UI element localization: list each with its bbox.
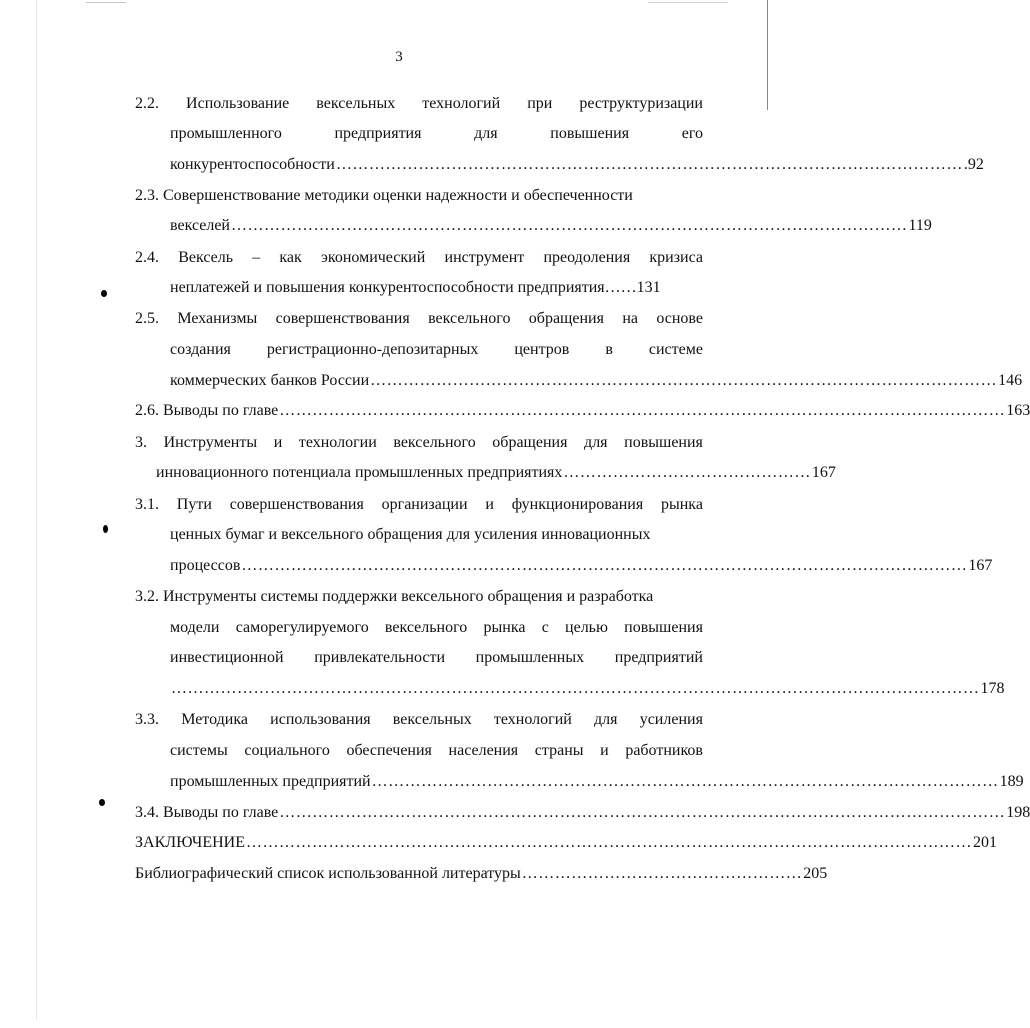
toc-entry-2-3-line-2: векселей …………………………………………………………………………………………………………… 119 — [170, 217, 932, 234]
toc-entry-3-1-line-1: 3.1. Пути совершенствования организации и функционирования рынка — [135, 496, 703, 513]
toc-entry-2-6: 2.6. Выводы по главе …………………………………………………………………………………………………………………… 163 — [135, 402, 1030, 419]
toc-entry-2-5-line-3: коммерческих банков России …………………………………………………………………………………………………… 146 — [170, 372, 1023, 389]
page-number: 3 — [395, 49, 403, 65]
toc-entry-2-4-line-2: неплатежей и повышения конкурентоспособности предприятия……131 — [170, 279, 661, 296]
toc-entry-2-5-line-1: 2.5. Механизмы совершенствования вексельного обращения на основе — [135, 310, 703, 327]
scan-speck — [103, 525, 108, 533]
toc-entry-2-2-line-1: 2.2. Использование вексельных технологий при реструктуризации — [135, 95, 703, 112]
toc-entry-3-3-line-3: промышленных предприятий …………………………………………………………………………………………………… 189 — [170, 773, 1024, 790]
toc-entry-3-3-line-2: системы социального обеспечения населения страны и работников — [170, 742, 703, 759]
toc-entry-2-4-line-1: 2.4. Вексель – как экономический инструмент преодоления кризиса — [135, 249, 703, 266]
toc-entry-bibliography: Библиографический список использованной литературы …………………………………………… 205 — [135, 865, 828, 882]
toc-entry-3-2-line-2: модели саморегулируемого вексельного рынка с целью повышения — [170, 619, 703, 636]
toc-entry-3-line-2: инновационного потенциала промышленных предприятиях ……………………………………… 167 — [156, 464, 836, 481]
toc-entry-3-3-line-1: 3.3. Методика использования вексельных технологий для усиления — [135, 711, 703, 728]
toc-entry-3-line-1: 3. Инструменты и технологии вексельного обращения для повышения — [135, 434, 703, 451]
toc-entry-3-2-line-4: ………………………………………………………………………………………………………………………………… 178 — [171, 680, 1005, 697]
toc-entry-3-2-line-3: инвестиционной привлекательности промышленных предприятий — [170, 649, 703, 666]
toc-entry-3-1-line-3: процессов …………………………………………………………………………………………………………………… 167 — [170, 557, 993, 574]
toc-entry-3-2-line-1: 3.2. Инструменты системы поддержки вексельного обращения и разработка — [135, 588, 654, 605]
toc-entry-conclusion: ЗАКЛЮЧЕНИЕ …………………………………………………………………………………………………………………… 201 — [135, 834, 997, 851]
toc-entry-3-4: 3.4. Выводы по главе …………………………………………………………………………………………………………………… 198 — [135, 804, 1030, 821]
toc-entry-2-2-line-3: конкурентоспособности …………………………………………………………………………………………………… .92 — [170, 156, 984, 173]
scan-artifact-line — [36, 0, 37, 1020]
scan-artifact-line — [648, 2, 728, 3]
scan-artifact-line — [86, 2, 126, 3]
toc-entry-2-5-line-2: создания регистрационно-депозитарных центров в системе — [170, 341, 703, 358]
toc-entry-2-3-line-1: 2.3. Совершенствование методики оценки надежности и обеспеченности — [135, 187, 633, 204]
scan-speck — [99, 799, 105, 806]
scan-speck — [101, 290, 107, 297]
toc-entry-3-1-line-2: ценных бумаг и вексельного обращения для усиления инновационных — [170, 526, 651, 543]
toc-entry-2-2-line-2: промышленного предприятия для повышения его — [170, 125, 703, 142]
